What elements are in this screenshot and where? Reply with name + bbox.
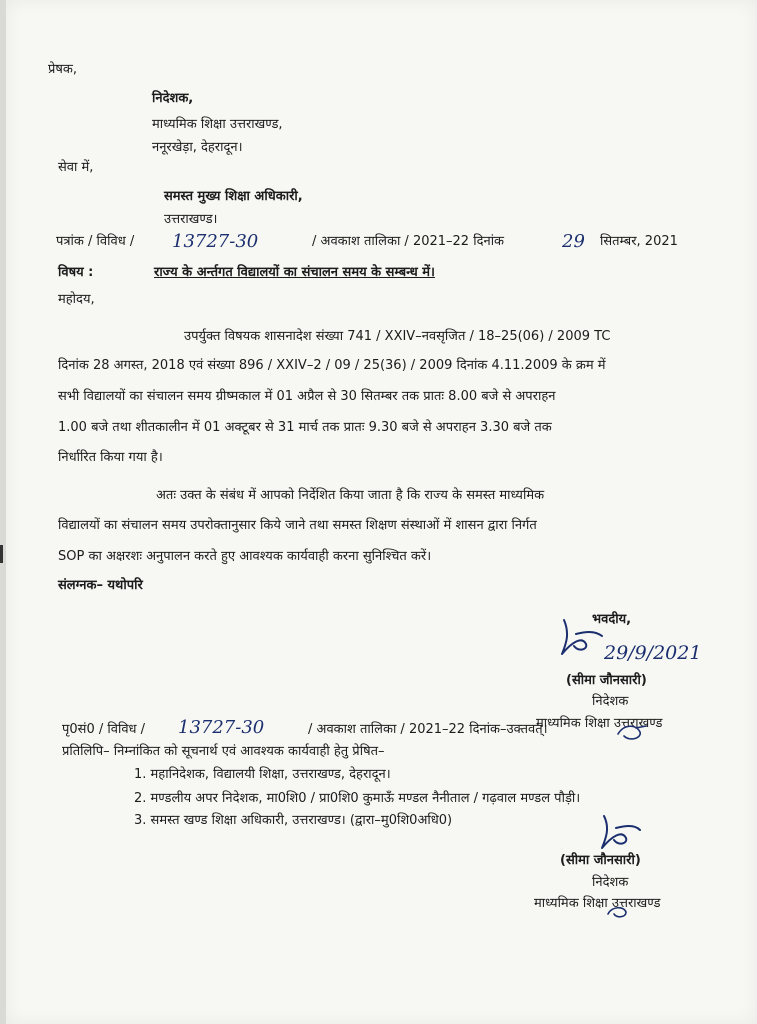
recipient-label: सेवा में,	[58, 160, 94, 175]
recipient-place: उत्तराखण्ड।	[164, 212, 218, 227]
body-p2-line: SOP का अक्षरशः अनुपालन करते हुए आवश्यक कार्यवाही करना सुनिश्चित करें।	[58, 549, 432, 564]
body-p1-line: सभी विद्यालयों का संचालन समय ग्रीष्मकाल में 01 अप्रैल से 30 सितम्बर तक प्रातः 8.00 बजे से अपराहन	[58, 389, 556, 404]
body-p1-line: 1.00 बजे तथा शीतकालीन में 01 अक्टूबर से 31 मार्च तक प्रातः 9.30 बजे से अपराहन 3.30 बजे तक	[58, 420, 552, 435]
body-p1-line: दिनांक 28 अगस्त, 2018 एवं संख्या 896 / XXIV–2 / 09 / 25(36) / 2009 दिनांक 4.11.2009 के क्रम में	[58, 358, 606, 373]
body-p2-line: विद्यालयों का संचालन समय उपरोक्तानुसार किये जाने तथा समस्त शिक्षण संस्थाओं में शासन द्वारा निर्गत	[58, 518, 537, 533]
sender-address: ननूरखेड़ा, देहरादून।	[152, 140, 243, 155]
signature-initials-icon	[594, 812, 644, 854]
copy-intro: प्रतिलिपि– निम्नांकित को सूचनार्थ एवं आवश्यक कार्यवाही हेतु प्रेषित–	[62, 744, 385, 759]
copy-list-item: 3. समस्त खण्ड शिक्षा अधिकारी, उत्तराखण्ड। (द्वारा–मु0शि0अधि0)	[134, 813, 453, 828]
signature-handwritten-date: 29/9/2021	[604, 642, 702, 664]
ref-month-year: सितम्बर, 2021	[600, 234, 678, 249]
letter-page	[6, 0, 757, 1024]
signatory-dept: माध्यमिक शिक्षा उत्तराखण्ड	[536, 716, 663, 731]
body-p2-line: अतः उक्त के संबंध में आपको निर्देशित किया जाता है कि राज्य के समस्त माध्यमिक	[156, 488, 545, 503]
ref-prefix: पत्रांक / विविध /	[56, 234, 135, 249]
copy-list-item: 1. महानिदेशक, विद्यालयी शिक्षा, उत्तराखण्ड, देहरादून।	[134, 767, 391, 782]
closing: भवदीय,	[592, 612, 632, 627]
signatory-name: (सीमा जौनसारी)	[560, 853, 641, 868]
pen-mark-icon	[614, 722, 650, 744]
subject-text: राज्य के अर्न्तगत विद्यालयों का संचालन समय के सम्बन्ध में।	[154, 265, 435, 280]
scan-edge-mark	[0, 545, 3, 563]
sender-label: प्रेषक,	[48, 62, 78, 77]
enclosure: संलग्नक– यथोपरि	[58, 578, 143, 593]
copy-ref-prefix: पृ0सं0 / विविध /	[62, 722, 146, 737]
pen-mark-icon	[604, 902, 634, 922]
sender-dept: माध्यमिक शिक्षा उत्तराखण्ड,	[152, 117, 283, 132]
ref-middle: / अवकाश तालिका / 2021–22 दिनांक	[312, 234, 505, 249]
sender-designation: निदेशक,	[152, 91, 194, 106]
signatory-designation: निदेशक	[592, 875, 629, 890]
body-p1-line: निर्धारित किया गया है।	[58, 450, 163, 465]
signatory-dept: माध्यमिक शिक्षा उत्तराखण्ड	[534, 896, 661, 911]
recipient-designation: समस्त मुख्य शिक्षा अधिकारी,	[164, 189, 303, 204]
ref-day-handwritten: 29	[562, 231, 585, 252]
signatory-designation: निदेशक	[592, 694, 629, 709]
copy-ref-number-handwritten: 13727-30	[178, 717, 265, 738]
copy-ref-middle: / अवकाश तालिका / 2021–22 दिनांक–उक्तवत्।	[308, 722, 548, 737]
signatory-name: (सीमा जौनसारी)	[566, 673, 647, 688]
copy-list-item: 2. मण्डलीय अपर निदेशक, मा0शि0 / प्रा0शि0 कुमाऊँ मण्डल नैनीताल / गढ़वाल मण्डल पौड़ी।	[134, 791, 581, 806]
salutation: महोदय,	[58, 292, 95, 307]
body-p1-line: उपर्युक्त विषयक शासनादेश संख्या 741 / XXIV–नवसृजित / 18–25(06) / 2009 TC	[184, 329, 611, 344]
subject-label: विषय :	[58, 265, 94, 280]
ref-number-handwritten: 13727-30	[172, 231, 259, 252]
